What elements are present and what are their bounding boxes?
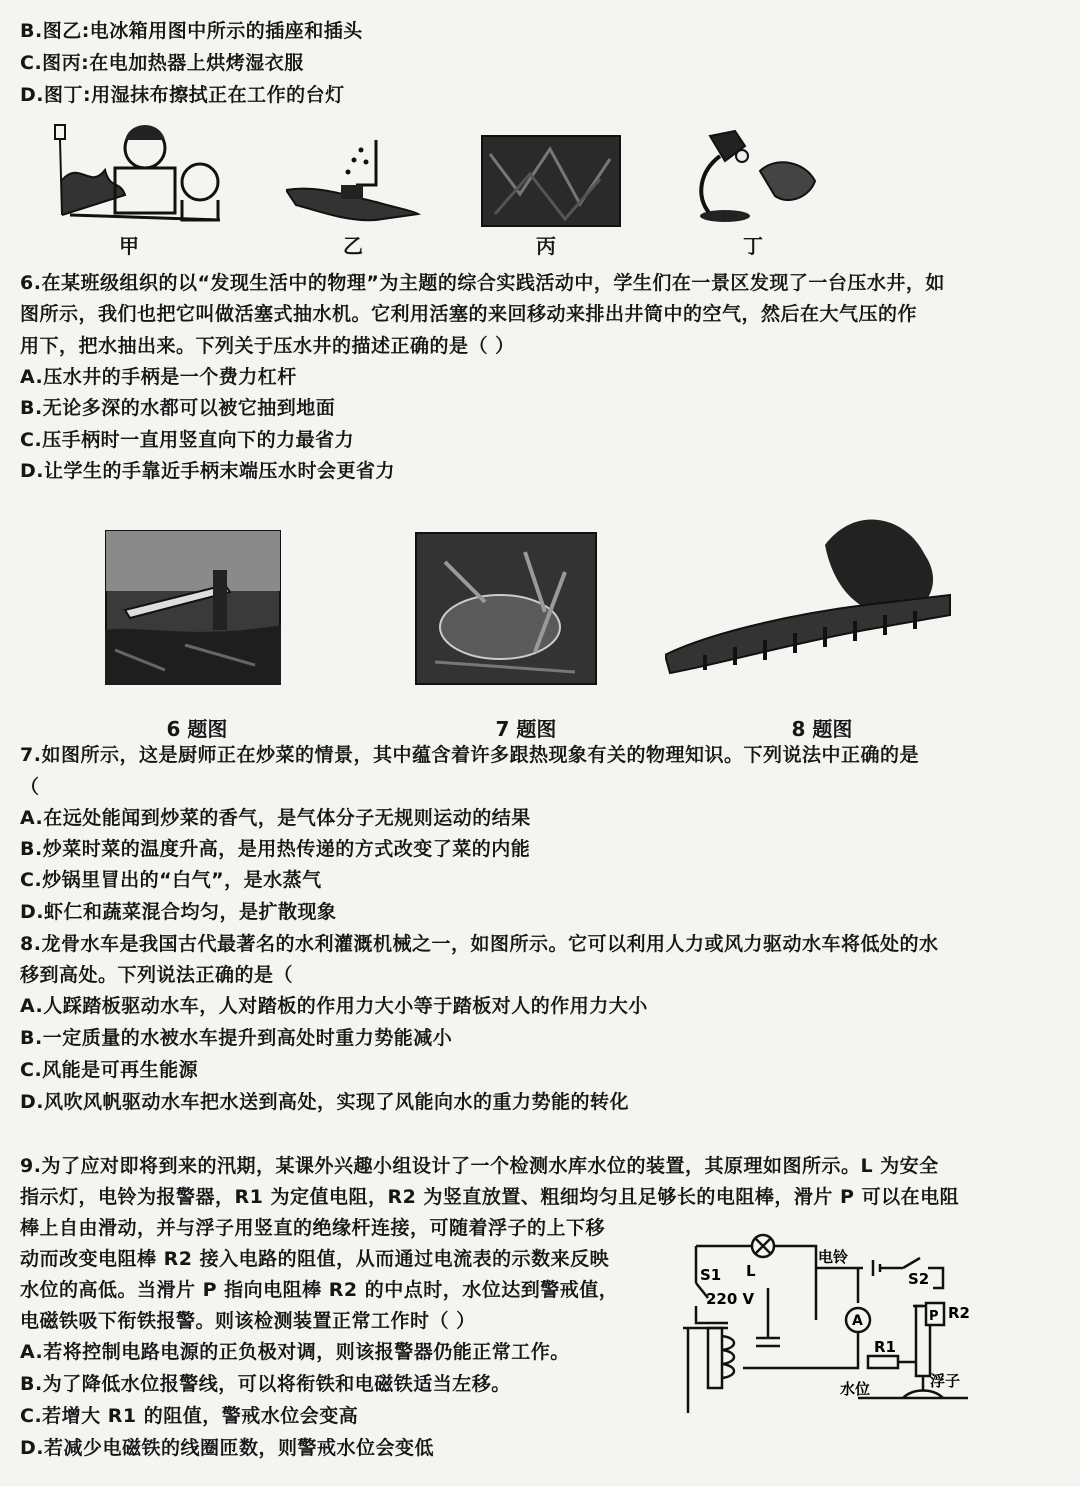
q9-stem-5: 水位的高低。当滑片 P 指向电阻棒 R2 的中点时，水位达到警戒值， — [20, 1279, 619, 1301]
q5-option-c: C.图丙:在电加热器上烘烤湿衣服 — [20, 52, 304, 74]
q7-option-b: B.炒菜时菜的温度升高，是用热传递的方式改变了菜的内能 — [20, 838, 531, 860]
q9-stem-6: 电磁铁吸下衔铁报警。则该检测装置正常工作时（ ） — [20, 1310, 476, 1332]
q9-stem-4: 动而改变电阻棒 R2 接入电路的阻值，从而通过电流表的示数来反映 — [20, 1248, 610, 1270]
q6-option-d: D.让学生的手靠近手柄末端压水时会更省力 — [20, 460, 395, 482]
label-water-level: 水位 — [840, 1380, 871, 1398]
caption-fig7: 7 题图 — [495, 717, 557, 741]
q7-stem-1: 7.如图所示，这是厨师正在炒菜的情景，其中蕴含着许多跟热现象有关的物理知识。下列说法中正确的是 — [20, 744, 919, 766]
q9-stem-1: 9.为了应对即将到来的汛期，某课外兴趣小组设计了一个检测水库水位的装置，其原理如图所示。L 为安全 — [20, 1155, 939, 1177]
label-r1: R1 — [874, 1338, 896, 1356]
q8-option-b: B.一定质量的水被水车提升到高处时重力势能减小 — [20, 1027, 453, 1049]
q8-option-a: A.人踩踏板驱动水车，人对踏板的作用力大小等于踏板对人的作用力大小 — [20, 995, 648, 1017]
label-voltage: 220 V — [706, 1290, 755, 1308]
q6-option-c: C.压手柄时一直用竖直向下的力最省力 — [20, 429, 355, 451]
circuit-diagram — [668, 1228, 978, 1428]
caption-fig8: 8 题图 — [791, 717, 853, 741]
q9-stem-3: 棒上自由滑动，并与浮子用竖直的绝缘杆连接，可随着浮子的上下移 — [20, 1217, 606, 1239]
q5-option-b: B.图乙:电冰箱用图中所示的插座和插头 — [20, 20, 363, 42]
caption-bing: 丙 — [536, 234, 556, 258]
label-s2: S2 — [908, 1270, 930, 1288]
ammeter-symbol: A — [852, 1313, 863, 1329]
figure-jia — [50, 120, 230, 228]
label-lamp: L — [746, 1262, 756, 1280]
q6-option-b: B.无论多深的水都可以被它抽到地面 — [20, 397, 336, 419]
figure-ding — [690, 126, 825, 226]
caption-jia: 甲 — [119, 234, 139, 258]
figure-bing — [480, 134, 622, 228]
q8-option-c: C.风能是可再生能源 — [20, 1059, 199, 1081]
q8-stem-2: 移到高处。下列说法正确的是（ — [20, 964, 294, 986]
label-float: 浮子 — [930, 1372, 961, 1390]
q6-stem-3: 用下，把水抽出来。下列关于压水井的描述正确的是（ ） — [20, 335, 515, 357]
q9-option-b: B.为了降低水位报警线，可以将衔铁和电磁铁适当左移。 — [20, 1373, 511, 1395]
label-r2: R2 — [948, 1304, 970, 1322]
figure-yi — [286, 130, 421, 225]
figure-q6-pump — [105, 530, 281, 685]
q6-stem-2: 图所示，我们也把它叫做活塞式抽水机。它利用活塞的来回移动来排出井筒中的空气，然后在大气压的作 — [20, 303, 918, 325]
q7-option-c: C.炒锅里冒出的“白气”，是水蒸气 — [20, 869, 322, 891]
q5-option-d: D.图丁:用湿抹布擦拭正在工作的台灯 — [20, 84, 345, 106]
label-bell: 电铃 — [818, 1248, 849, 1266]
q8-option-d: D.风吹风帆驱动水车把水送到高处，实现了风能向水的重力势能的转化 — [20, 1091, 629, 1113]
q8-stem-1: 8.龙骨水车是我国古代最著名的水利灌溉机械之一，如图所示。它可以利用人力或风力驱动水车将低处的水 — [20, 933, 939, 955]
figure-q8-waterwheel — [665, 505, 955, 675]
q9-option-d: D.若减少电磁铁的线圈匝数，则警戒水位会变低 — [20, 1437, 434, 1459]
label-s1: S1 — [700, 1266, 722, 1284]
caption-ding: 丁 — [743, 234, 763, 258]
figure-q7-cooking — [415, 532, 597, 685]
q6-option-a: A.压水井的手柄是一个费力杠杆 — [20, 366, 297, 388]
q9-option-a: A.若将控制电路电源的正负极对调，则该报警器仍能正常工作。 — [20, 1341, 570, 1363]
q7-option-a: A.在远处能闻到炒菜的香气，是气体分子无规则运动的结果 — [20, 807, 531, 829]
q9-option-c: C.若增大 R1 的阻值，警戒水位会变高 — [20, 1405, 359, 1427]
q7-stem-2: （ — [20, 776, 40, 798]
q7-option-d: D.虾仁和蔬菜混合均匀，是扩散现象 — [20, 901, 337, 923]
label-p: P — [929, 1309, 939, 1324]
caption-yi: 乙 — [343, 234, 363, 258]
q6-stem-1: 6.在某班级组织的以“发现生活中的物理”为主题的综合实践活动中，学生们在一景区发现了一台压水井，如 — [20, 272, 945, 294]
q9-stem-2: 指示灯，电铃为报警器，R1 为定值电阻，R2 为竖直放置、粗细均匀且足够长的电阻棒，滑片 P 可以在电阻 — [20, 1186, 960, 1208]
caption-fig6: 6 题图 — [166, 717, 228, 741]
